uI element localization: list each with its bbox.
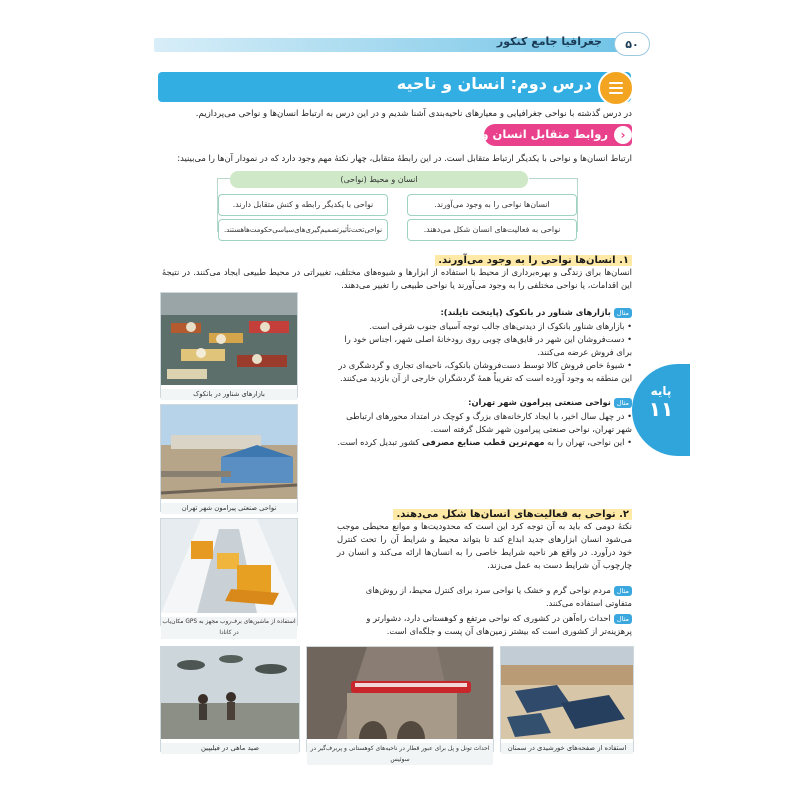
chevron-left-icon: ‹ [614,126,632,144]
caption-snowplow: استفاده از ماشین‌های برف‌روب مجهز به GPS مکان‌یاب در کانادا [161,617,297,639]
diagram-box-1: انسان‌ها نواحی را به وجود می‌آورند. [407,194,577,216]
lesson-title: درس دوم: انسان و ناحیه [396,74,592,93]
caption-solar: استفاده از صفحه‌های خورشیدی در سمنان [501,743,633,754]
diagram-box-4: نواحی‌تحت‌تأثیرتصمیم‌گیری‌های‌سیاسی‌حکومت‌هاهستند. [218,219,388,241]
example-tag: مثال [614,308,632,318]
list-item: • شیوهٔ خاص فروش کالا توسط دست‌فروشان بانکوک، ناحیه‌ای تجاری و گردشگری در این منطقه به وجود آورده است که تقریباً همهٔ گردشگران خارجی از آن بازدید می‌کنند. [338,360,632,383]
photo-solar [500,646,634,752]
list-item: • بازارهای شناور بانکوک از دیدنی‌های جالب توجه آسیای جنوب شرقی است. [369,321,632,331]
caption-fishing: صید ماهی در فیلیپین [161,743,299,754]
part1-example2-title: مثالنواحی صنعتی پیرامون شهر تهران: [332,396,632,409]
mountain-railway-image [307,647,493,739]
part1-example1-list [337,320,632,385]
diagram-box-3: نواحی به فعالیت‌های انسان شکل می‌دهند. [407,219,577,241]
part1-example1-title: مثالبازارهای شناور در بانکوک (پایتخت تایلند): [332,306,632,319]
section-paragraph: ارتباط انسان‌ها و نواحی با یکدیگر ارتباط متقابل است. در این رابطهٔ متقابل، چهار نکتهٔ مهم وجود دارد که در نمودار آن‌ها را می‌بینید: [177,153,632,163]
list-item: • این نواحی، تهران را به مهم‌ترین قطب صنایع مصرفی کشور تبدیل کرده است. [337,437,632,447]
caption-train: احداث تونل و پل برای عبور قطار در ناحیه‌های کوهستانی و پربرف‌گیر در سوئیس [307,743,493,765]
fishing-image [161,647,299,739]
diagram-root: انسان و محیط (نواحی) [230,171,528,188]
caption-bangkok: بازارهای شناور در بانکوک [161,389,297,400]
part1-heading: ۱. انسان‌ها نواحی را به وجود می‌آورند. [435,248,632,267]
part2-example1: مثالمردم نواحی گرم و خشک یا نواحی سرد برای کنترل محیط، از روش‌های متفاوتی استفاده می‌کنند. [365,585,632,608]
book-title: جغرافیا جامع کنکور [496,35,602,48]
part1-example2-list [337,410,632,449]
section-title: روابط متقابل انسان و محیط [444,127,608,141]
example-tag: مثال [614,614,632,624]
list-item: • دست‌فروشان این شهر در قایق‌های چوبی روی رودخانهٔ اصلی شهر، اجناس خود را برای فروش عرضه می‌کنند. [344,334,632,357]
diagram-box-2: نواحی با یکدیگر رابطه و کنش متقابل دارند. [218,194,388,216]
snowplow-image [161,519,297,613]
caption-tehran: نواحی صنعتی پیرامون شهر تهران [161,503,297,514]
list-item: • در چهل سال اخیر، با ایجاد کارخانه‌های بزرگ و کوچک در امتداد محورهای ارتباطی شهر تهران، نواحی صنعتی پیرامون شهر شکل گرفته است. [346,411,632,434]
part1-paragraph: انسان‌ها برای زندگی و بهره‌برداری از محیط با استفاده از ابزارها و شیوه‌های مختلف، تغییراتی در محیط طبیعی ایجاد می‌کنند. در نتیجهٔ این اقدامات، یا نواحی مختلفی را به وجود می‌آورند یا نواحی طبیعی را تغییر می‌دهند. [162,267,632,290]
photo-bangkok [160,292,298,398]
photo-train [306,646,494,763]
floating-market-image [161,293,297,385]
industrial-area-image [161,405,297,499]
intro-text: در درس گذشته با نواحی جغرافیایی و معیارهای ناحیه‌بندی آشنا شدیم و در این درس به ارتباط انسان‌ها و نواحی می‌پردازیم. [195,109,632,119]
grade-label: پایه [650,384,672,398]
photo-fishing [160,646,300,752]
solar-panels-image [501,647,633,739]
part2-example2: مثالاحداث راه‌آهن در کشوری که نواحی مرتفع و کوهستانی دارد، دشوارتر و پرهزینه‌تر از کشوری است که بیشتر زمین‌های آن پست و جلگه‌ای است. [366,613,632,636]
grade-number: ۱۱ [648,397,674,421]
part2-heading: ۲. نواحی به فعالیت‌های انسان‌ها شکل می‌دهند. [393,502,632,521]
photo-snowplow [160,518,298,636]
grade-side-tab [632,364,690,456]
menu-lines-icon [598,70,634,106]
page-number: ۵۰ [614,32,650,56]
part2-paragraph: نکتهٔ دومی که باید به آن توجه کرد این است که محدودیت‌ها و موانع محیطی موجب می‌شود انسان ابزارهای جدید ابداع کند تا بتواند محیط و شرایط آن را تحت کنترل خود درآورد. در واقع هر ناحیه شرایط خاصی را به انسان‌ها ارائه می‌کند و انسان در چارچوب آن شرایط دست به عمل می‌زند. [337,521,632,570]
photo-tehran [160,404,298,512]
example-tag: مثال [614,398,632,408]
example-tag: مثال [614,586,632,596]
